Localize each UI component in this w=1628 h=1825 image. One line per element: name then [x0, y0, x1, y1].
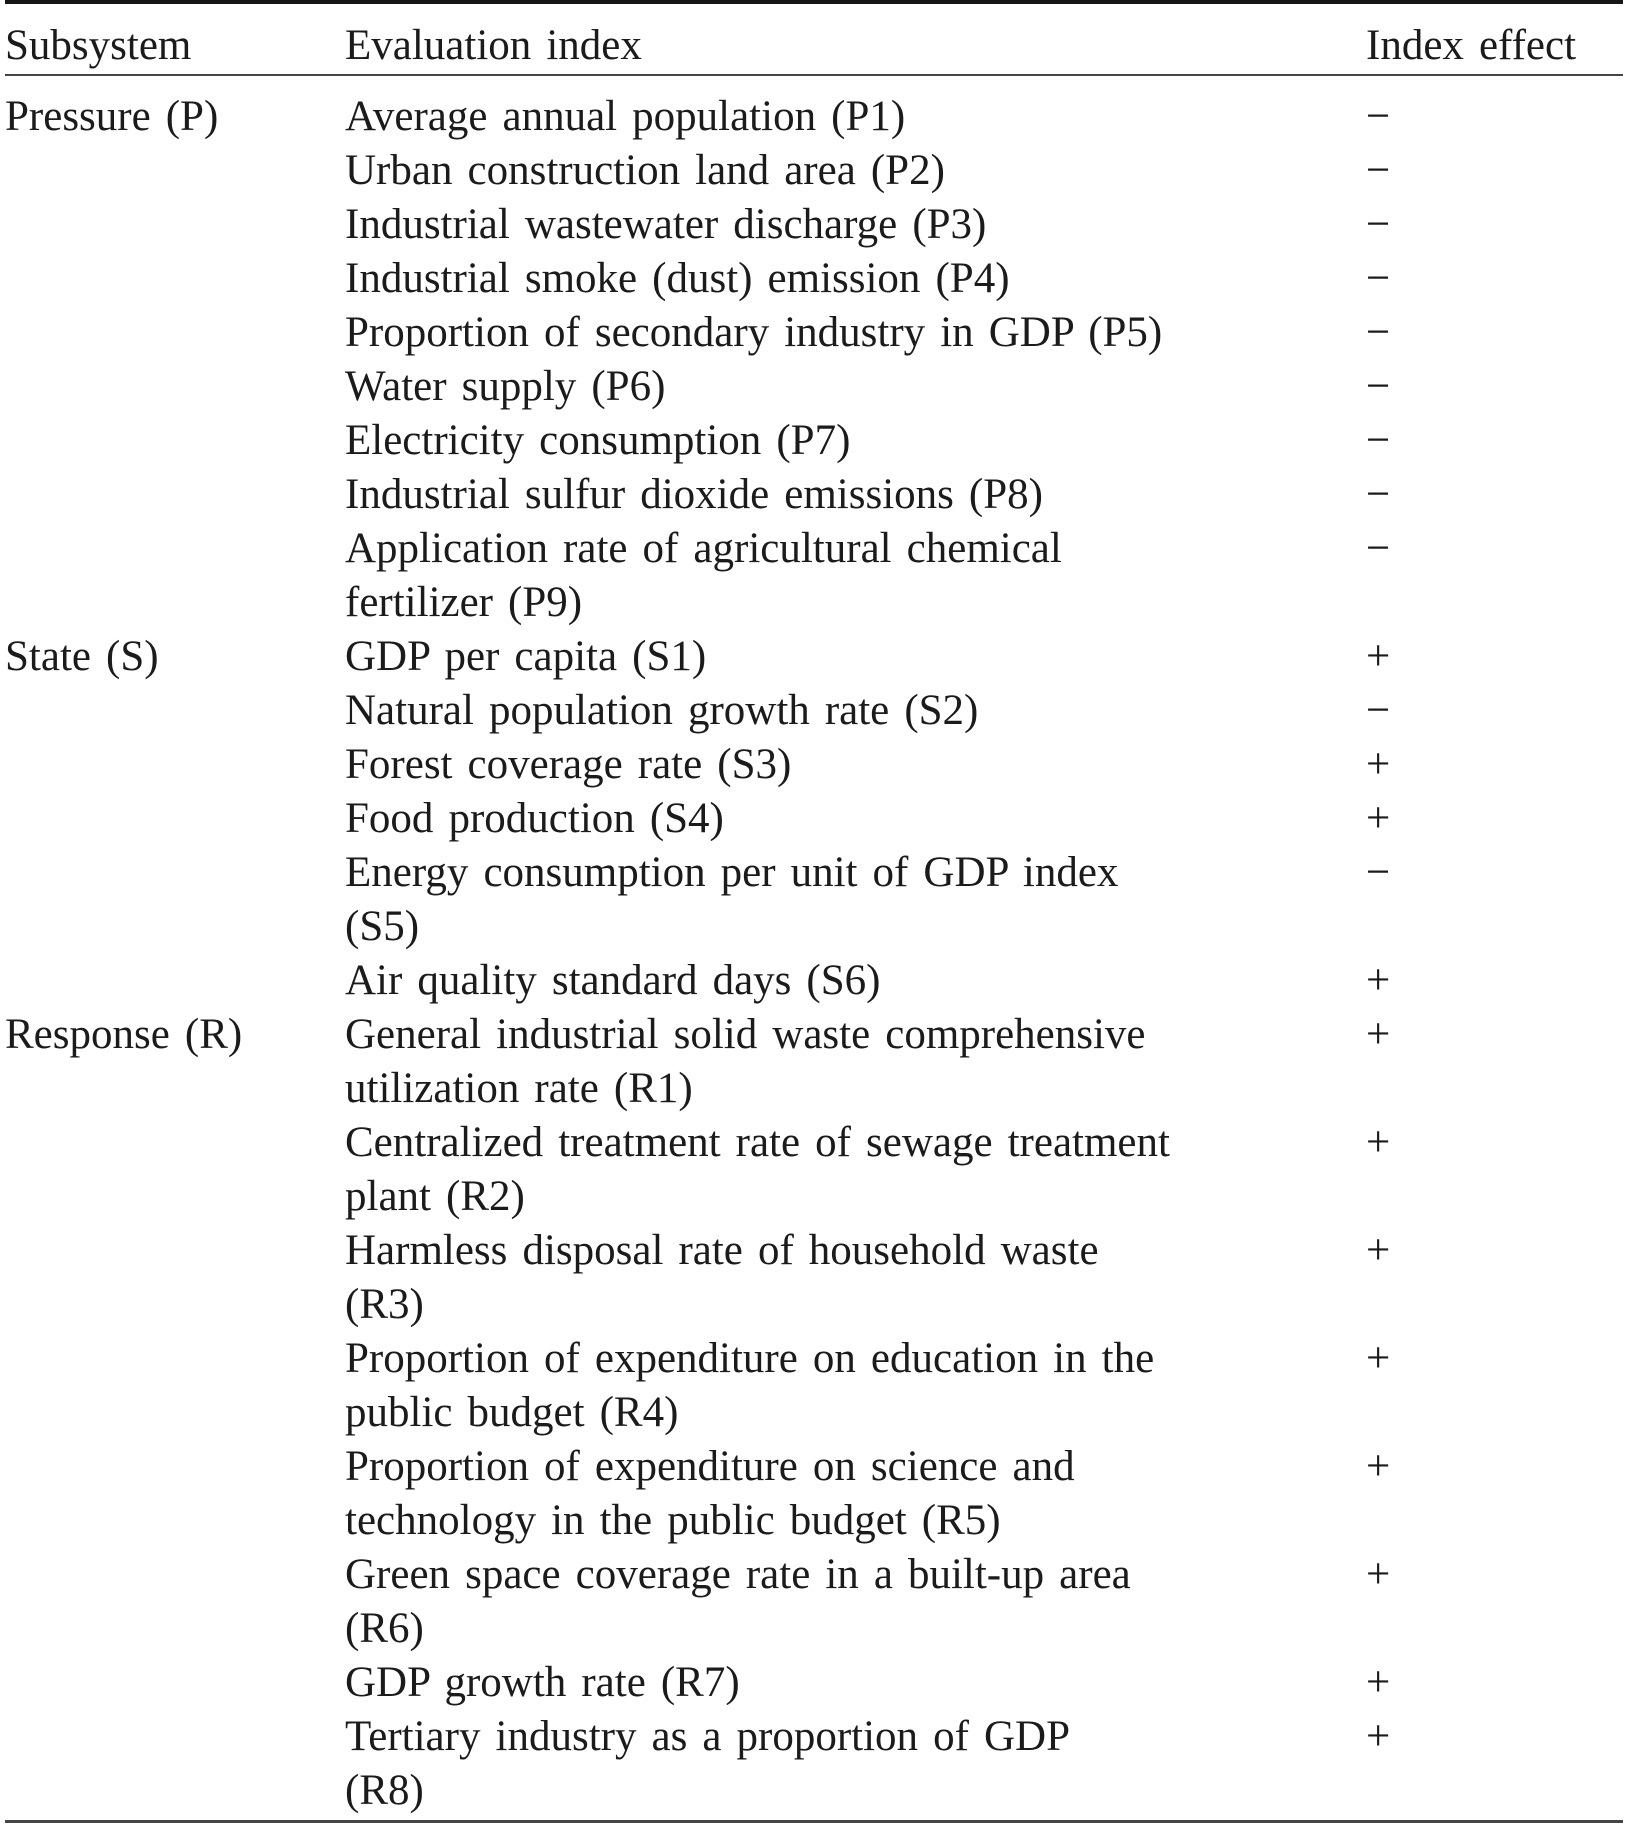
- table-row: [5, 846, 1623, 954]
- effect-sign: +: [1366, 1335, 1391, 1382]
- table-row: [5, 684, 1623, 738]
- header-index-effect: Index effect: [1366, 22, 1577, 69]
- evaluation-index-line: Electricity consumption (P7): [345, 417, 851, 464]
- evaluation-index-line: Forest coverage rate (S3): [345, 741, 792, 788]
- table-row: [5, 252, 1623, 306]
- evaluation-index-cell: [345, 1656, 1300, 1710]
- evaluation-index-cell: [345, 1332, 1300, 1440]
- subsystem-cell: Pressure (P): [5, 93, 219, 140]
- evaluation-index-line: Industrial sulfur dioxide emissions (P8): [345, 471, 1043, 518]
- subsystem-cell: Response (R): [5, 1011, 243, 1058]
- effect-sign: +: [1366, 1551, 1391, 1598]
- evaluation-index-cell: [345, 1116, 1300, 1224]
- evaluation-index-cell: [345, 90, 1300, 144]
- evaluation-index-line: Centralized treatment rate of sewage treatment: [345, 1119, 1170, 1166]
- evaluation-index-line: Natural population growth rate (S2): [345, 687, 979, 734]
- evaluation-index-line: technology in the public budget (R5): [345, 1497, 1001, 1544]
- effect-sign: −: [1366, 525, 1391, 572]
- evaluation-index-line: Water supply (P6): [345, 363, 666, 410]
- effect-sign: −: [1366, 255, 1391, 302]
- evaluation-index-line: Urban construction land area (P2): [345, 147, 945, 194]
- table-row: [5, 1224, 1623, 1332]
- evaluation-index-cell: [345, 630, 1300, 684]
- evaluation-index-cell: [345, 198, 1300, 252]
- evaluation-index-line: (R3): [345, 1281, 424, 1328]
- evaluation-index-line: Industrial smoke (dust) emission (P4): [345, 255, 1010, 302]
- evaluation-index-line: fertilizer (P9): [345, 579, 583, 626]
- table-row: [5, 738, 1623, 792]
- effect-sign: +: [1366, 1227, 1391, 1274]
- evaluation-index-line: Tertiary industry as a proportion of GDP: [345, 1713, 1070, 1760]
- evaluation-index-line: Proportion of secondary industry in GDP (P5): [345, 309, 1163, 356]
- evaluation-index-line: Air quality standard days (S6): [345, 957, 881, 1004]
- evaluation-index-line: (R6): [345, 1605, 424, 1652]
- evaluation-index-cell: [345, 738, 1300, 792]
- effect-sign: −: [1366, 309, 1391, 356]
- evaluation-index-line: (R8): [345, 1767, 424, 1814]
- evaluation-index-cell: [345, 468, 1300, 522]
- table-row: [5, 90, 1623, 144]
- table-row: [5, 1548, 1623, 1656]
- subsystem-cell: State (S): [5, 633, 159, 680]
- evaluation-index-line: Proportion of expenditure on education in the: [345, 1335, 1155, 1382]
- evaluation-index-cell: [345, 684, 1300, 738]
- evaluation-index-line: Harmless disposal rate of household waste: [345, 1227, 1099, 1274]
- evaluation-index-cell: [345, 306, 1300, 360]
- evaluation-index-line: General industrial solid waste comprehensive: [345, 1011, 1146, 1058]
- evaluation-index-cell: [345, 792, 1300, 846]
- table-row: [5, 360, 1623, 414]
- evaluation-index-cell: [345, 954, 1300, 1008]
- table-body: [5, 76, 1623, 1818]
- evaluation-index-line: plant (R2): [345, 1173, 525, 1220]
- evaluation-index-cell: [345, 1440, 1300, 1548]
- evaluation-index-line: Green space coverage rate in a built-up area: [345, 1551, 1131, 1598]
- table-header-row: [5, 0, 1623, 76]
- effect-sign: +: [1366, 633, 1391, 680]
- effect-sign: +: [1366, 1443, 1391, 1490]
- effect-sign: −: [1366, 93, 1391, 140]
- effect-sign: −: [1366, 147, 1391, 194]
- evaluation-index-cell: [345, 144, 1300, 198]
- evaluation-index-cell: [345, 1008, 1300, 1116]
- evaluation-index-line: Proportion of expenditure on science and: [345, 1443, 1075, 1490]
- evaluation-index-line: Food production (S4): [345, 795, 724, 842]
- effect-sign: +: [1366, 957, 1391, 1004]
- effect-sign: +: [1366, 1659, 1391, 1706]
- evaluation-index-cell: [345, 1710, 1300, 1818]
- table-row: [5, 144, 1623, 198]
- table-row: [5, 954, 1623, 1008]
- effect-sign: +: [1366, 795, 1391, 842]
- effect-sign: −: [1366, 849, 1391, 896]
- effect-sign: −: [1366, 687, 1391, 734]
- evaluation-index-line: GDP per capita (S1): [345, 633, 707, 680]
- evaluation-index-cell: [345, 252, 1300, 306]
- evaluation-index-line: (S5): [345, 903, 420, 950]
- effect-sign: −: [1366, 417, 1391, 464]
- table-row: [5, 630, 1623, 684]
- effect-sign: −: [1366, 201, 1391, 248]
- evaluation-index-line: public budget (R4): [345, 1389, 679, 1436]
- header-subsystem: Subsystem: [5, 22, 192, 69]
- effect-sign: +: [1366, 741, 1391, 788]
- evaluation-index-line: GDP growth rate (R7): [345, 1659, 740, 1706]
- header-evaluation-index: Evaluation index: [345, 22, 642, 69]
- effect-sign: +: [1366, 1119, 1391, 1166]
- evaluation-index-line: Industrial wastewater discharge (P3): [345, 201, 987, 248]
- table-row: [5, 198, 1623, 252]
- evaluation-index-line: utilization rate (R1): [345, 1065, 693, 1112]
- table-bottom-rule: [5, 1820, 1623, 1823]
- effect-sign: −: [1366, 471, 1391, 518]
- effect-sign: −: [1366, 363, 1391, 410]
- evaluation-index-line: Application rate of agricultural chemical: [345, 525, 1062, 572]
- evaluation-index-line: Average annual population (P1): [345, 93, 906, 140]
- evaluation-index-cell: [345, 1548, 1300, 1656]
- table-row: [5, 1440, 1623, 1548]
- table-row: [5, 468, 1623, 522]
- evaluation-index-cell: [345, 414, 1300, 468]
- table-row: [5, 414, 1623, 468]
- table-row: [5, 1116, 1623, 1224]
- evaluation-index-table: [5, 0, 1623, 1823]
- table-row: [5, 792, 1623, 846]
- table-row: [5, 1008, 1623, 1116]
- effect-sign: +: [1366, 1011, 1391, 1058]
- evaluation-index-line: Energy consumption per unit of GDP index: [345, 849, 1119, 896]
- evaluation-index-cell: [345, 1224, 1300, 1332]
- evaluation-index-cell: [345, 846, 1300, 954]
- table-row: [5, 1656, 1623, 1710]
- effect-sign: +: [1366, 1713, 1391, 1760]
- table-row: [5, 1710, 1623, 1818]
- table-row: [5, 522, 1623, 630]
- evaluation-index-cell: [345, 522, 1300, 630]
- table-row: [5, 1332, 1623, 1440]
- evaluation-index-cell: [345, 360, 1300, 414]
- table-row: [5, 306, 1623, 360]
